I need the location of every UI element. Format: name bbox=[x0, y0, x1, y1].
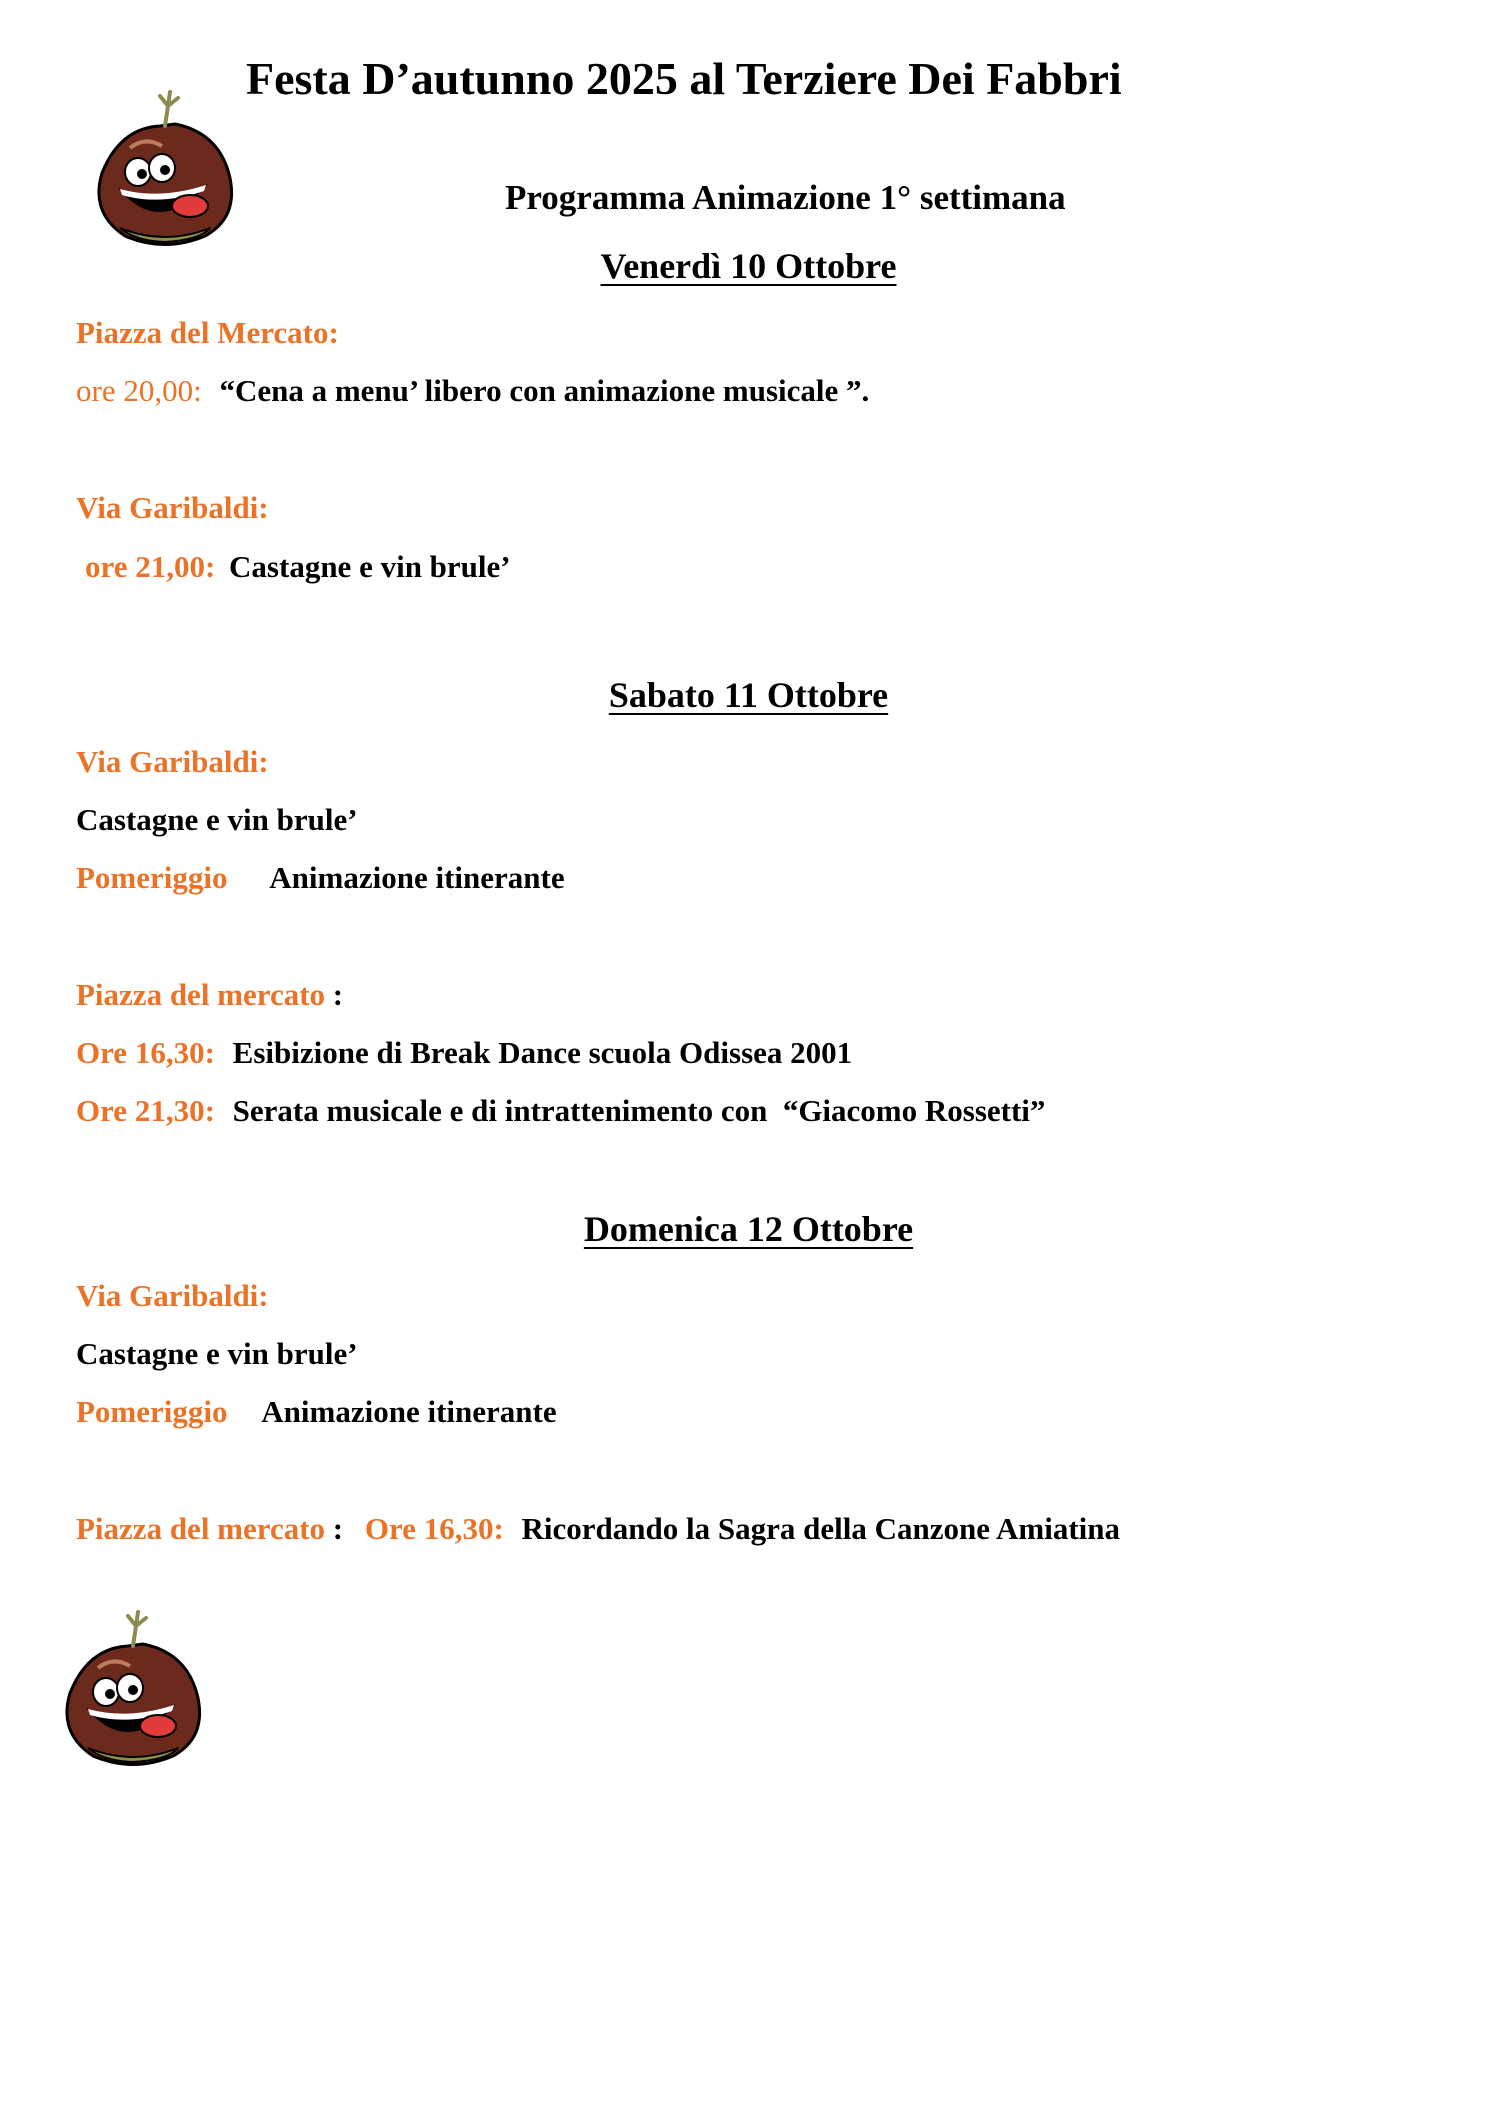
time-label: ore 20,00: bbox=[76, 373, 202, 408]
event-text: Castagne e vin brule’ bbox=[229, 549, 511, 584]
event-text: Animazione itinerante bbox=[269, 860, 565, 895]
page-title: Festa D’autunno 2025 al Terziere Dei Fabbri bbox=[246, 53, 1122, 104]
event-text: “Cena a menu’ libero con animazione musicale ”. bbox=[219, 373, 870, 408]
time-label: Ore 16,30: bbox=[364, 1511, 504, 1546]
time-label: Ore 16,30: bbox=[76, 1035, 215, 1070]
place-label: Via Garibaldi: bbox=[76, 1278, 269, 1313]
schedule-line bbox=[85, 549, 511, 585]
event-text: Serata musicale e di intrattenimento con “Giacomo Rossetti” bbox=[232, 1093, 1046, 1128]
place-label: Piazza del Mercato: bbox=[76, 315, 339, 350]
event-text: Castagne e vin brule’ bbox=[76, 1336, 358, 1371]
time-label: Pomeriggio bbox=[76, 860, 228, 895]
place-suffix: : bbox=[325, 1511, 344, 1546]
event-text: Esibizione di Break Dance scuola Odissea 2001 bbox=[232, 1035, 853, 1070]
schedule-line bbox=[76, 860, 565, 896]
place-label: Via Garibaldi: bbox=[76, 744, 269, 779]
time-label: Pomeriggio bbox=[76, 1394, 228, 1429]
schedule-line bbox=[76, 373, 869, 409]
page-subtitle: Programma Animazione 1° settimana bbox=[505, 178, 1066, 217]
schedule-line bbox=[76, 1511, 1120, 1547]
chestnut-mascot-icon bbox=[58, 1608, 208, 1768]
chestnut-mascot-icon bbox=[90, 88, 240, 248]
day-heading-saturday: Sabato 11 Ottobre bbox=[608, 675, 889, 715]
day-heading-friday: Venerdì 10 Ottobre bbox=[600, 246, 897, 286]
place-label: Piazza del mercato bbox=[76, 977, 326, 1012]
schedule-line bbox=[76, 1035, 852, 1071]
place-suffix: : bbox=[325, 977, 344, 1012]
place-label: Via Garibaldi: bbox=[76, 490, 269, 525]
event-text: Ricordando la Sagra della Canzone Amiatina bbox=[521, 1511, 1121, 1546]
time-label: ore 21,00: bbox=[85, 549, 216, 584]
schedule-line bbox=[76, 1093, 1045, 1129]
schedule-line bbox=[76, 1394, 557, 1430]
place-label: Piazza del mercato bbox=[76, 1511, 326, 1546]
event-text: Castagne e vin brule’ bbox=[76, 802, 358, 837]
event-text: Animazione itinerante bbox=[261, 1394, 557, 1429]
day-heading-sunday: Domenica 12 Ottobre bbox=[583, 1209, 914, 1249]
time-label: Ore 21,30: bbox=[76, 1093, 215, 1128]
schedule-line bbox=[76, 977, 343, 1013]
